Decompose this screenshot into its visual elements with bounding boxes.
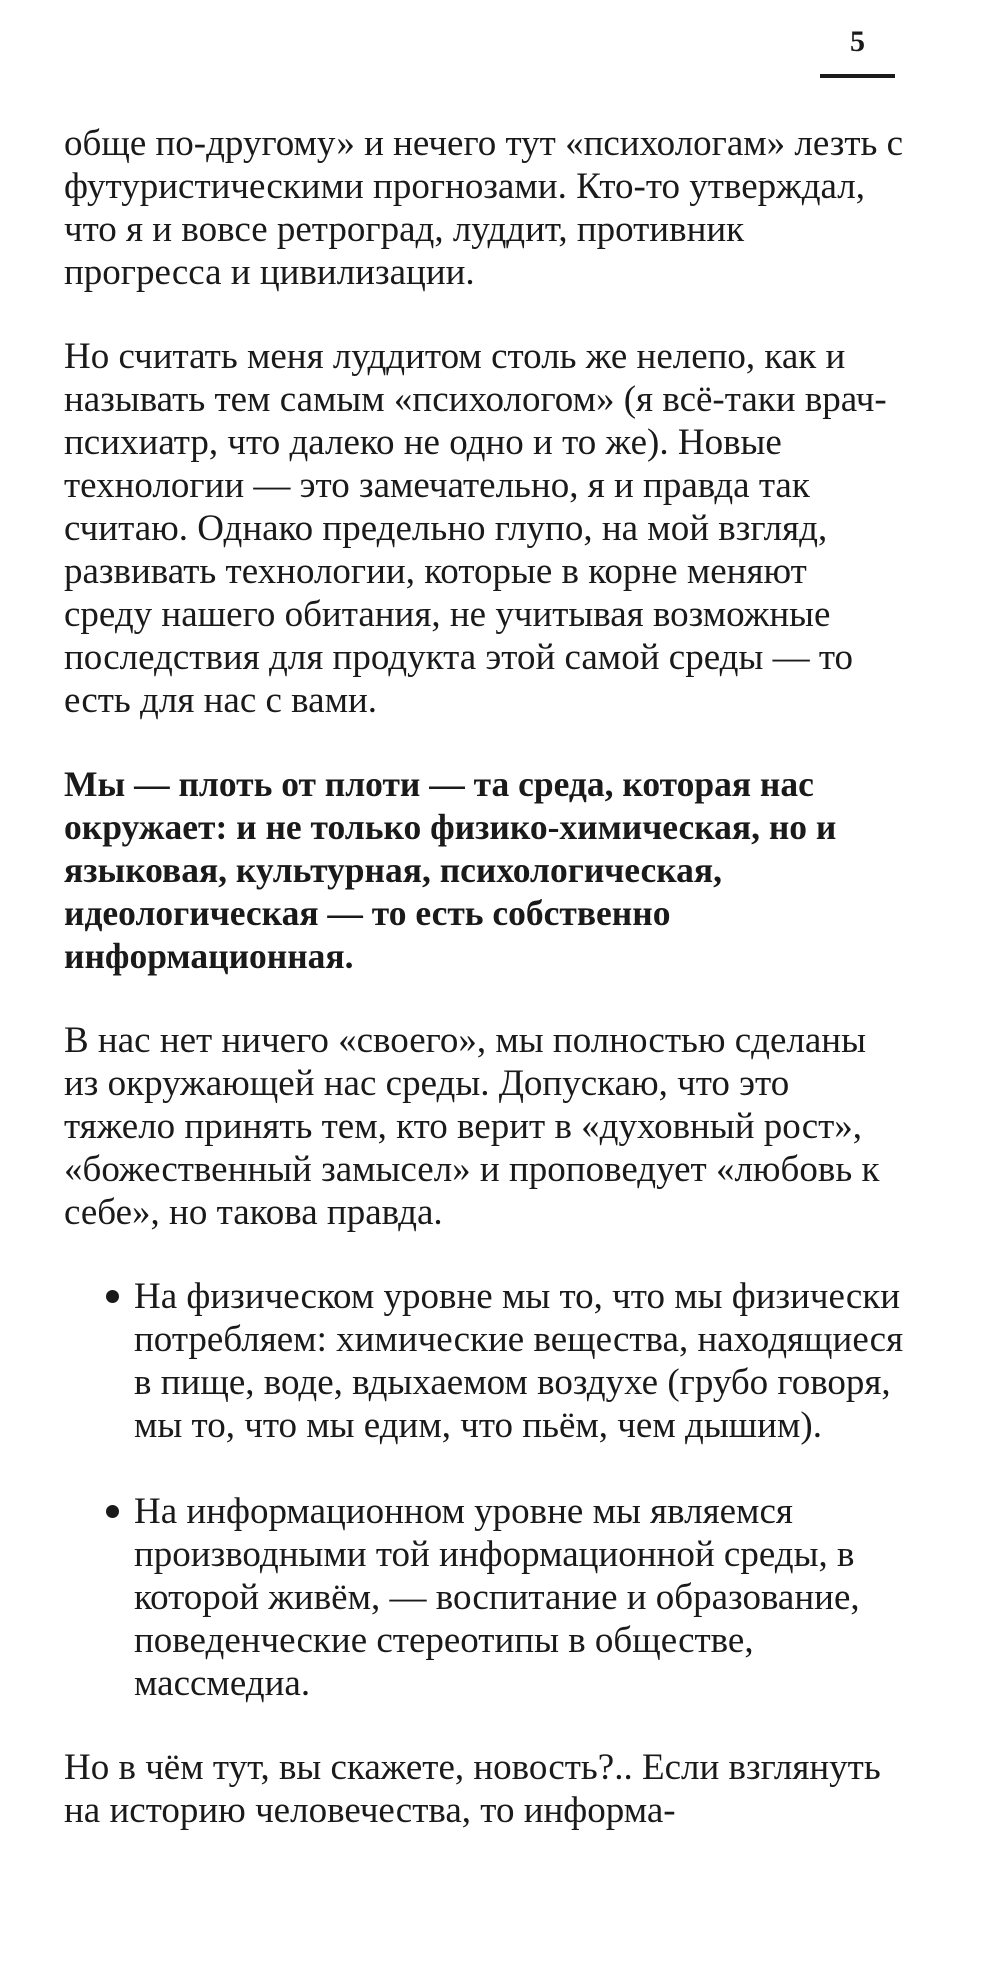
page-number: 5 <box>850 25 865 58</box>
bullet-icon <box>106 1290 119 1303</box>
paragraph-3: В нас нет ничего «своего», мы полностью сделаны из окружающей нас среды. Допускаю, что это тяжело принять тем, кто верит в «духовный рост», «божественный замысел» и проповедует «любовь к себе», но такова правда. <box>64 1020 880 1233</box>
page-body <box>64 122 904 1832</box>
list-item-text: На физическом уровне мы то, что мы физически потребляем: химические вещества, находящиеся в пище, воде, вдыхаемом воздухе (грубо говоря, мы то, что мы едим, что пьём, чем дышим). <box>134 1276 904 1446</box>
page-number-rule <box>820 74 895 78</box>
paragraph-4: Но в чём тут, вы скажете, новость?.. Если взглянуть на историю человечества, то информа- <box>64 1747 881 1831</box>
list-item <box>64 1490 904 1705</box>
bold-paragraph: Мы — плоть от плоти — та среда, которая нас окружает: и не только физико-химическая, но и языковая, культурная, психологическая, идеологическая — то есть собственно информационная. <box>64 764 837 976</box>
paragraph-1: обще по-другому» и нечего тут «психологам» лезть с футуристическими прогнозами. Кто-то утверждал, что я и вовсе ретроград, луддит, противник прогресса и цивилизации. <box>64 123 904 293</box>
paragraph-2: Но считать меня луддитом столь же нелепо, как и называть тем самым «психологом» (я всё-таки врач-психиатр, что далеко не одно и то же). Новые технологии — это замечательно, я и правда так считаю. Однако предельно глупо, на мой взгляд, развивать технологии, которые в корне меняют среду нашего обитания, не учитывая возможные последствия для продукта этой самой среды — то есть для нас с вами. <box>64 336 887 721</box>
list-item-text: На информационном уровне мы являемся производными той информационной среды, в которой живём, — воспитание и образование, поведенческие стереотипы в обществе, массмедиа. <box>134 1491 860 1704</box>
list-item <box>64 1275 904 1447</box>
bullet-icon <box>106 1505 119 1518</box>
bullet-list <box>64 1275 904 1705</box>
